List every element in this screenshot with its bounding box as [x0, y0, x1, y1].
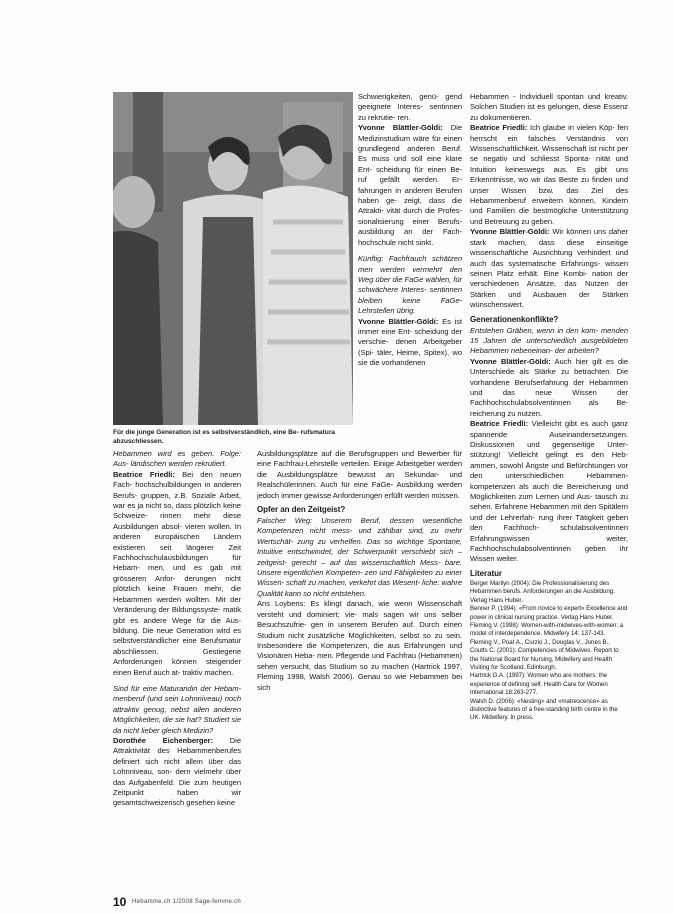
- literature-entry: Berger Marilyn (2004): Die Professionalisierung des Hebammen berufs. Anforderungen an die Ausbildung. Verlag Hans Huber.: [470, 579, 615, 604]
- question-text: Hebammen wird es geben. Folge: Aus- ländischen werden rekrutiert.: [113, 449, 241, 469]
- answer-paragraph: [470, 357, 628, 419]
- page-footer: [113, 895, 313, 909]
- answer-text: Ans Loybens: Es klingt danach, wie wenn Wissenschaft versteht und dominiert; vie- mals sagen wir uns selber Besuchszufrie- gen in unserem Berufen auf. Durch einen Studium nicht zusätzliche Möglichkeiten, selbst so zu sein. Insbesondere die Kompetenzen, die aus Erfahrungen und Visionären Heba- men. Pflegende und Fachfrau (Hebammen) sehen versucht, das Studium so zu machen (Hartrick 1997, Fleming 1998, Walsh 2006). Genau so wie Hebammen bei sich: [257, 599, 462, 692]
- answer-text: Vielleicht gibt es auch ganz spannende Auseinandersetzungen. Diskussionen und gegenseitige Unter- stützung! Vielleicht gelingt es den Heb- ammen, sowohl Ängste und Befürchtungen vor den unterschiedlichen Hebammen- kompetenzen als auch die Bereicherung und Möglichkeiten zum Lernen und Aus- tausch zu sehen. Erfahrene Hebammen mit den Spitälern und der Lehrerfah- rung ihrer Tätigkeit geben den Fachhoch- schulabsolventinnen Erfahrungswissen weiter, Fachhochschulabsolventinnen geben ihr Wissen weiter.: [470, 419, 628, 564]
- answer-paragraph: [470, 419, 628, 565]
- speaker-name: Beatrice Friedli:: [470, 419, 529, 429]
- answer-paragraph: [113, 470, 241, 678]
- answer-paragraph: [470, 123, 628, 227]
- speaker-name: Beatrice Friedli:: [470, 123, 528, 133]
- speaker-name: Yvonne Blättler-Göldi:: [358, 123, 443, 133]
- publication-source: Hebamme.ch 1/2008 Sage-femme.ch: [132, 899, 242, 905]
- body-text: Hebammen - Individuell spontan und kreativ. Solchen Studien ist es gelungen, diese Essenz zu dokumentieren.: [470, 92, 628, 122]
- photo-illustration: [113, 92, 353, 425]
- literature-entry: Walsh D. (2006): «Nesting» and «matrescence» as distinctive features of a free-standing birth centre in the UK. Midwifery. In press.: [470, 697, 618, 722]
- literature-entry: Benner P. (1994): «From novice to expert» Excellence and power in clinical nursing practice. Verlag Hans Huber.: [470, 605, 628, 621]
- column-2-upper-text: [358, 92, 462, 444]
- speaker-name: Yvonne Blättler-Göldi:: [358, 316, 439, 326]
- body-text: Ausbildungsplätze auf die Berufsgruppen und Bewerber für eine Fachfrau-Lehrstelle verteilen. Einige Arbeitgeber werden die Ausbildungsplätze bewusst an Sekundar- und Realschülerinnen. Auch für eine FaGe- Ausbildung werden jedoch immer gewisse Anforderungen erfüllt werden müssen.: [257, 449, 462, 500]
- body-text: Schwierigkeiten, genü- gend geeignete Interes- sentinnen zu rekrutie- ren.: [358, 92, 462, 122]
- question-text: Entstehen Gräben, wenn in den kom- menden 15 Jahren die unterschiedlich ausgebildeten Hebammen nebeneinan- der arbeiten?: [470, 325, 628, 356]
- answer-text: Bei den neuen Fach- hochschulbildungen in anderen Berufs- gruppen, z.B. Soziale Arbeit, war es ja nicht so, dass plötzlich keine Schweize- rinnen mehr diese Ausbildungen absol- vieren wollen. In anderen europäischen Ländern existieren seit längerer Zeit Fachhochschulausbildungen für Hebam- men, und es gab mit grösseren Anfor- derungen nicht plötzlich keine Frauen mehr, die Hebammen werden wollten. Mit der Veränderung der Bildungssyste- matik gibt es andere Wege für die Aus- bildung. Die neue Generation wird es selbstverständlicher eine Berufsmatur abschliessen. Gestiegene Anforderungen können steigender einen Beruf auch at- traktiv machen.: [113, 469, 241, 677]
- photo-three-women: [113, 92, 353, 425]
- literature-entry: Fleming V., Poat A., Curzio J., Douglas V., Jones B., Coutts C. (2001): Competencies of Midwives. Report to the National Board for Nursing, Midwifery and Health Visiting for Scotland. Edinburgh.: [470, 638, 619, 671]
- speaker-name: Beatrice Friedli:: [113, 469, 175, 479]
- page-number: 10: [113, 895, 127, 909]
- column-2-lower-text: [257, 449, 462, 886]
- question-text: Sind für eine Maturandin der Hebam- menberuf (und sein Lohnniveau) noch attraktiv genug, nebst allen anderen Möglichkeiten, die sie hat? Studiert sie da nicht lieber gleich Medizin?: [113, 683, 241, 735]
- answer-text: Ich glaube in vielen Köp- fen herrscht ein falsches Verständnis von Wissenschaftlichkeit. Wissenschaft ist nicht per se negativ und schliesst Sponta- nität und Intuition keineswegs aus. Es gibt uns Erkenntnisse, wo wir das Beste zu finden und unser Wissen bzw. das Ziel des Hebammenberuf erweitern können, Kindern und Familien die bestmögliche Unterstützung und Betreuung zu geben.: [470, 123, 628, 226]
- literature-entry: Fleming V. (1998): Women-with-midwives-with-women: a model of interdependence. Midwifery 14: 137-143.: [470, 621, 624, 638]
- literature-heading: Literatur: [470, 568, 502, 578]
- answer-text: Auch hier gilt es die Unterschiede als Stärke zu betrachten. Die vorhandene Berufserfahrung der Hebammen und das neue Wissen der Fachhochschulabsolventinnen als Be- reicherung zu nutzen.: [470, 356, 628, 418]
- answer-paragraph: [358, 317, 462, 369]
- answer-paragraph: [470, 227, 628, 310]
- speaker-name: Yvonne Blättler-Göldi:: [470, 227, 550, 237]
- answer-text: Die Medizinstudium wäre für einen grundlegend anderen Beruf. Es muss und soll eine klare Ent- scheidung für einen Be- ruf gefällt werden. Er- fahrungen in anderen Berufen haben ge- zeigt, dass die Attrakti- vität durch die Profes- sionalisierung einer Berufs- ausbildung an der Fach- hochschule nicht sinkt.: [358, 123, 462, 247]
- speaker-name: Dorothée Eichenberger:: [113, 735, 214, 745]
- question-text: Künftig: Fachfrauch schätzen men werden vermehrt den Weg über die FaGe wählen, für schwächere Interes- sentinnen bleiben keine FaGe-Lehrstellen übrig.: [358, 254, 462, 316]
- column-1-text: [113, 449, 241, 886]
- question-text: Falscher Weg: Unserem Beruf, dessen wesentliche Kompetenzen nicht mess- und zählbar sind, zu mehr Wertschät- zung zu verhelfen. Das so wichtige Spontane, Intuitive entschwindet, der Schwerpunkt verschiebt sich – zeitgeist- gerecht – auf das wissenschaftlich Mess- bare. Unsere eigentlichen Kompeten- zen und Fähigkeiten zu einer Wissen- schaft zu machen, verkehrt das Wesent- liche: wahre Qualität kann so nicht entstehen.: [257, 516, 462, 598]
- answer-paragraph: [113, 736, 241, 809]
- answer-text: Es ist immer eine Ent- scheidung der verschie- denen Arbeitgeber (Spi- täler, Heime, Spitex), wo sie die vorhandenen: [358, 316, 462, 368]
- answer-text: Die Attraktivität des Hebammenberufes definiert sich nicht allein über das Lohnniveau, son- dern vielmehr über das Aufgabenfeld. Die zum heutigen Zeitpunkt haben wir gesamtschweizerisch gesehen keine: [113, 735, 241, 808]
- answer-text: Wir können uns daher stark machen, dass diese einseitige wissenschaftliche Ausrichtung verhindert und auch das systematische Erfahrungs- wissen seinen Platz erhält. Eine Kombi- nation der verschiedenen Ansätze, das Nutzen der Stärken und Ausbauen der Stärken wünschenswert.: [470, 227, 628, 310]
- answer-paragraph: [358, 123, 462, 248]
- column-3-text: [470, 92, 628, 886]
- section-heading: Generationenkonflikte?: [470, 314, 559, 324]
- answer-paragraph: [257, 599, 462, 693]
- section-heading: Opfer an den Zeitgeist?: [257, 505, 346, 515]
- speaker-name: Yvonne Blättler-Göldi:: [470, 356, 551, 366]
- literature-entry: Hartrick G.A. (1997): Women who are mothers: the experience of defining self. Health Care for Women International 18:263-277.: [470, 672, 608, 697]
- photo-caption: Für die junge Generation ist es selbstverständlich, eine Be- rufsmatura abzuschliessen.: [113, 429, 336, 445]
